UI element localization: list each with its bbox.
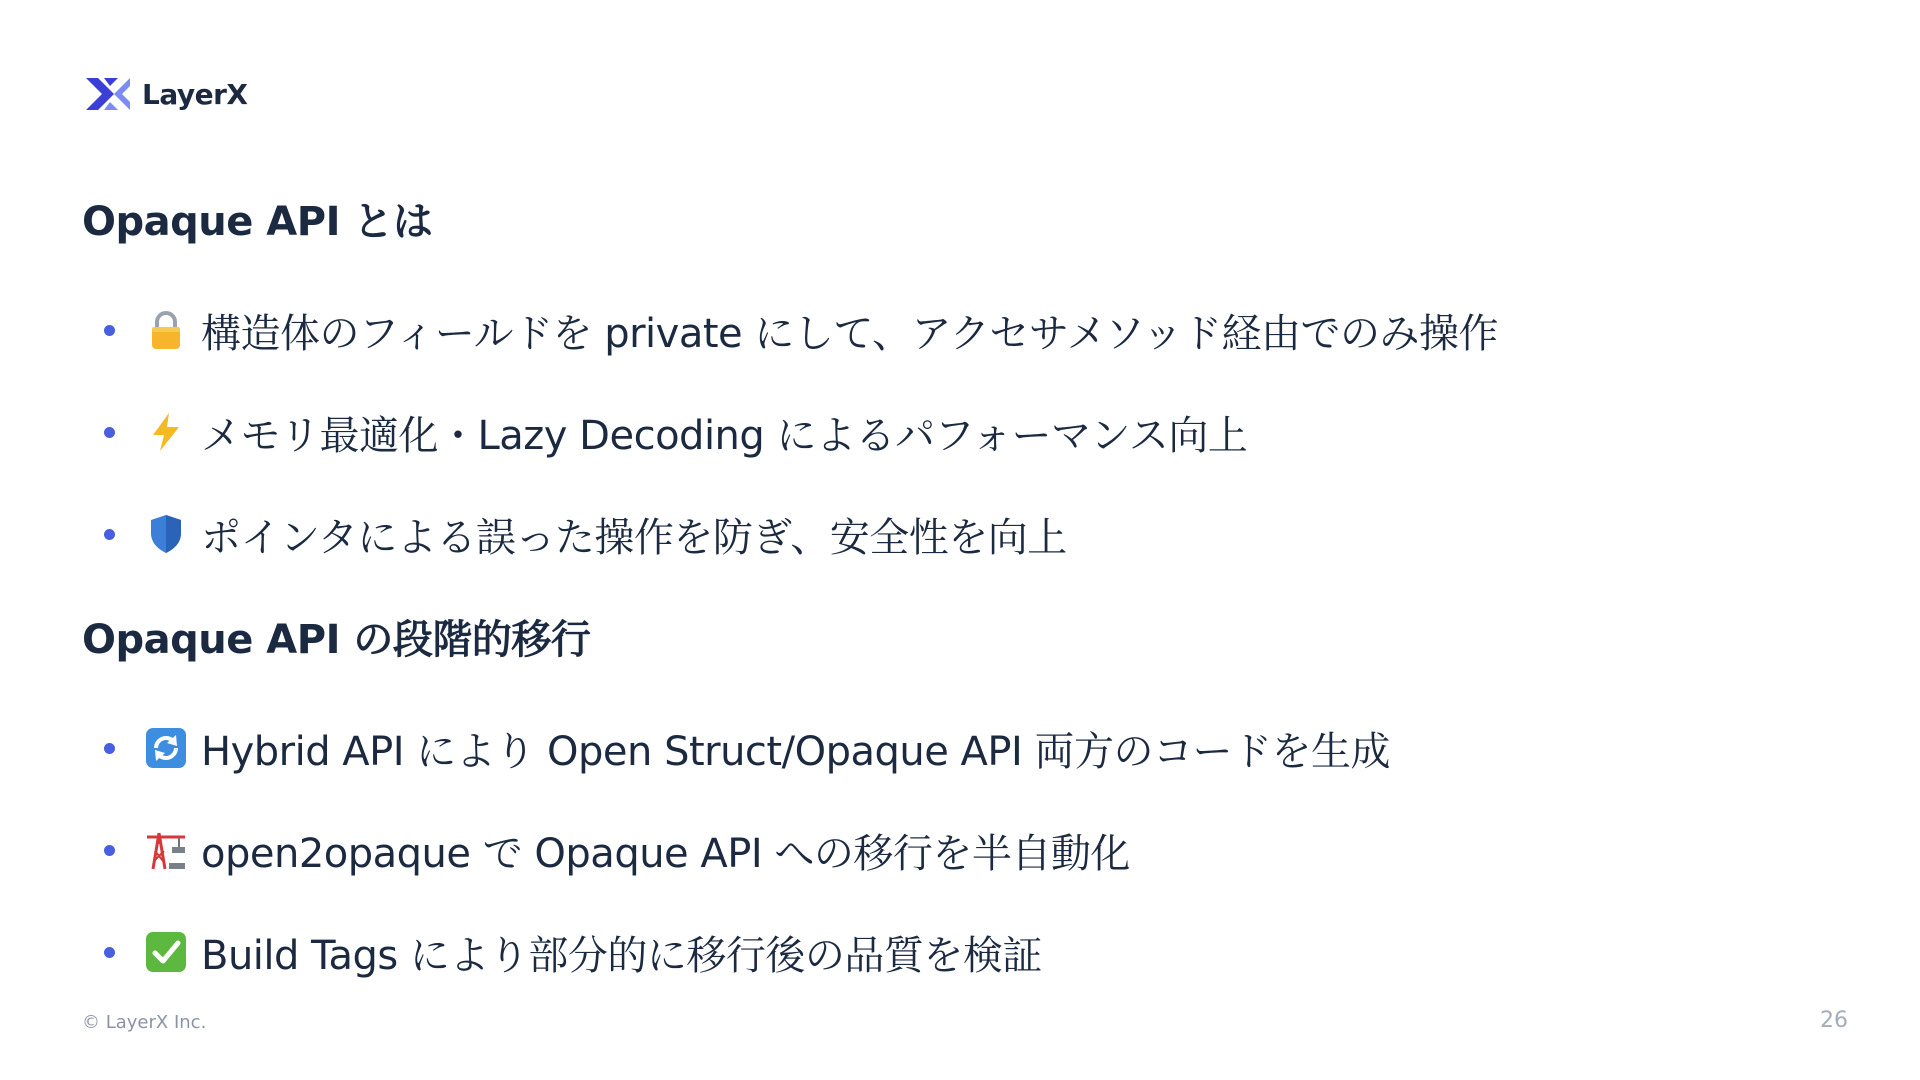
bullet-dot: [104, 845, 115, 856]
bullet-text: 構造体のフィールドを private にして、アクセサメソッド経由でのみ操作: [201, 310, 1499, 357]
crane-icon: [145, 829, 187, 871]
section-heading-opaque-api: Opaque API とは: [82, 199, 433, 245]
bullet-list-gradual-migration: [104, 718, 1390, 1024]
bullet-dot: [104, 529, 115, 540]
lightning-icon: [145, 411, 187, 453]
bullet-dot: [104, 743, 115, 754]
list-item: [104, 922, 1390, 982]
footer-copyright: © LayerX Inc.: [82, 1012, 207, 1033]
list-item: [104, 718, 1390, 778]
list-item: [104, 504, 1498, 564]
bullet-dot: [104, 947, 115, 958]
bullet-text: Build Tags により部分的に移行後の品質を検証: [201, 932, 1042, 979]
bullet-dot: [104, 325, 115, 336]
check-icon: [145, 931, 187, 973]
list-item: [104, 820, 1390, 880]
page-number: 26: [1820, 1008, 1848, 1033]
lock-icon: [145, 309, 187, 351]
shield-icon: [145, 513, 187, 555]
bullet-text: open2opaque で Opaque API への移行を半自動化: [201, 830, 1130, 877]
bullet-text: Hybrid API により Open Struct/Opaque API 両方のコードを生成: [201, 728, 1391, 775]
layerx-logo-icon: [84, 74, 132, 114]
logo-text: LayerX: [142, 77, 248, 111]
bullet-dot: [104, 427, 115, 438]
refresh-icon: [145, 727, 187, 769]
bullet-text: メモリ最適化・Lazy Decoding によるパフォーマンス向上: [201, 412, 1248, 459]
section-heading-gradual-migration: Opaque API の段階的移行: [82, 617, 591, 663]
company-logo: [84, 72, 248, 116]
bullet-text: ポインタによる誤った操作を防ぎ、安全性を向上: [201, 514, 1067, 561]
list-item: [104, 402, 1498, 462]
bullet-list-opaque-api: [104, 300, 1498, 606]
list-item: [104, 300, 1498, 360]
